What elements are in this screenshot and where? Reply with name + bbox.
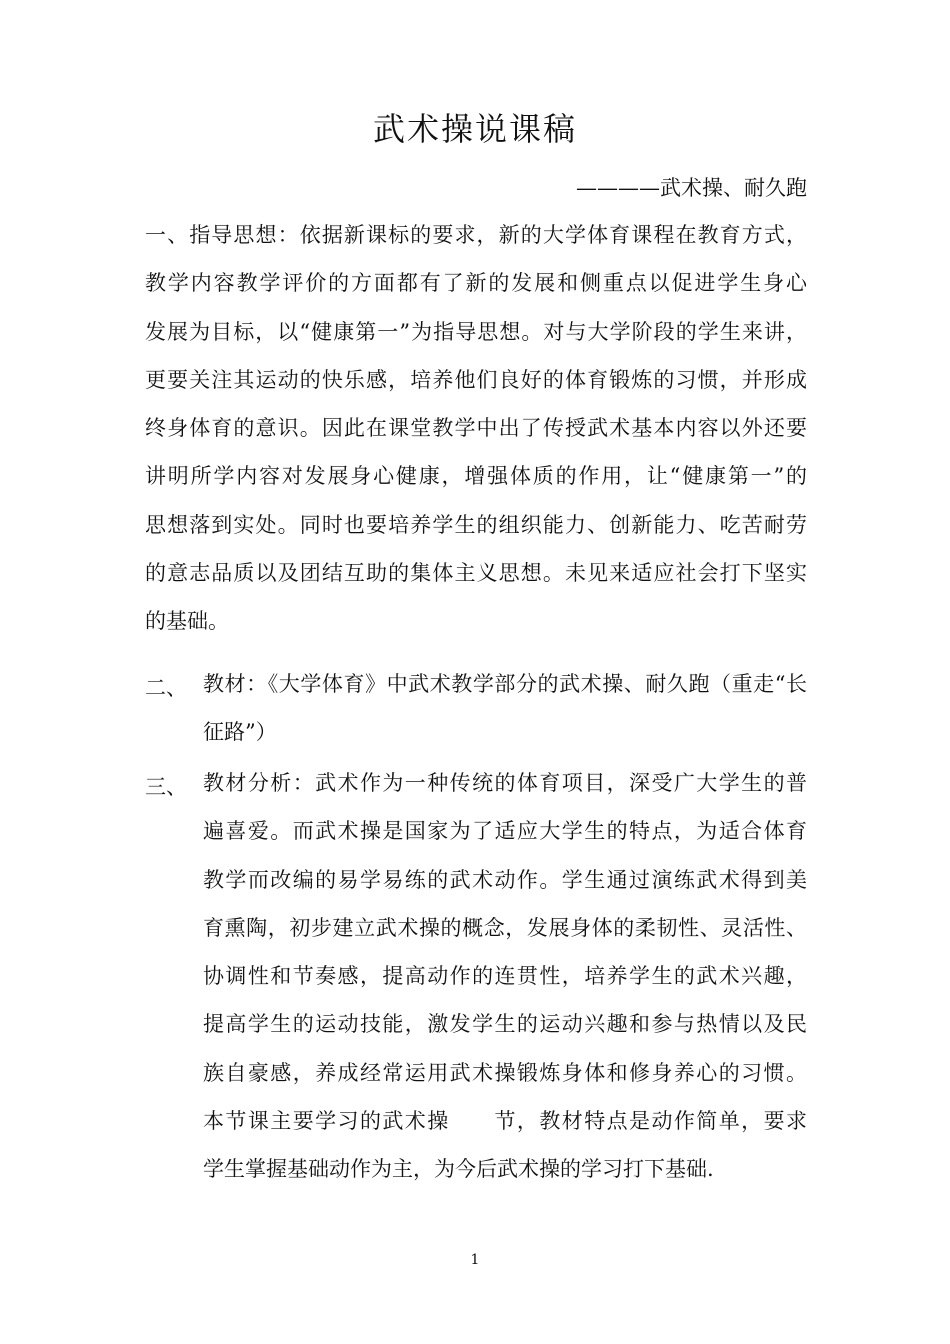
paragraph-line: 终身体育的意识。因此在课堂教学中出了传授武术基本内容以外还要: [145, 416, 807, 441]
paragraph-line: 更要关注其运动的快乐感，培养他们良好的体育锻炼的习惯，并形成: [145, 367, 807, 392]
document-title: 武术操说课稿: [372, 110, 577, 148]
paragraph-line: 讲明所学内容对发展身心健康，增强体质的作用，让“健康第一”的: [145, 464, 807, 489]
paragraph-line: 教材：《大学体育》中武术教学部分的武术操、耐久跑（重走“长: [203, 672, 807, 696]
paragraph-line: 发展为目标，以“健康第一”为指导思想。对与大学阶段的学生来讲，: [145, 319, 807, 344]
paragraph-line: 提高学生的运动技能，激发学生的运动兴趣和参与热情以及民: [203, 1012, 807, 1037]
paragraph-line: 教学内容教学评价的方面都有了新的发展和侧重点以促进学生身心: [145, 271, 807, 296]
paragraph-line: 征路”）: [203, 720, 277, 745]
paragraph-line: 思想落到实处。同时也要培养学生的组织能力、创新能力、吃苦耐劳: [145, 512, 807, 537]
paragraph-line: 教材分析：武术作为一种传统的体育项目，深受广大学生的普: [203, 771, 807, 795]
paragraph-line: 育熏陶，初步建立武术操的概念，发展身体的柔韧性、灵活性、: [203, 915, 807, 940]
paragraph-line: 教学而改编的易学易练的武术动作。学生通过演练武术得到美: [203, 867, 807, 892]
paragraph-line: 本节课主要学习的武术操 节，教材特点是动作简单，要求: [203, 1109, 807, 1134]
section-teaching-material: [203, 660, 807, 757]
section-material-analysis: [203, 759, 807, 1194]
paragraph-line: 协调性和节奏感，提高动作的连贯性，培养学生的武术兴趣，: [203, 964, 807, 989]
paragraph-line: 遍喜爱。而武术操是国家为了适应大学生的特点，为适合体育: [203, 819, 807, 844]
section-guiding-ideology: [145, 211, 807, 646]
paragraph-line: 族自豪感，养成经常运用武术操锻炼身体和修身养心的习惯。: [203, 1060, 807, 1085]
paragraph-line: 一、指导思想：依据新课标的要求，新的大学体育课程在教育方式，: [145, 223, 807, 247]
paragraph-line: 学生掌握基础动作为主，为今后武术操的学习打下基础.: [203, 1157, 714, 1182]
paragraph-line: 的基础。: [145, 609, 229, 634]
document-subtitle: ————武术操、耐久跑: [576, 176, 807, 200]
section-number-2: 二、: [145, 676, 187, 700]
page-number: 1: [470, 1252, 480, 1268]
paragraph-line: 的意志品质以及团结互助的集体主义思想。未见来适应社会打下坚实: [145, 561, 807, 586]
section-number-3: 三、: [145, 775, 187, 799]
